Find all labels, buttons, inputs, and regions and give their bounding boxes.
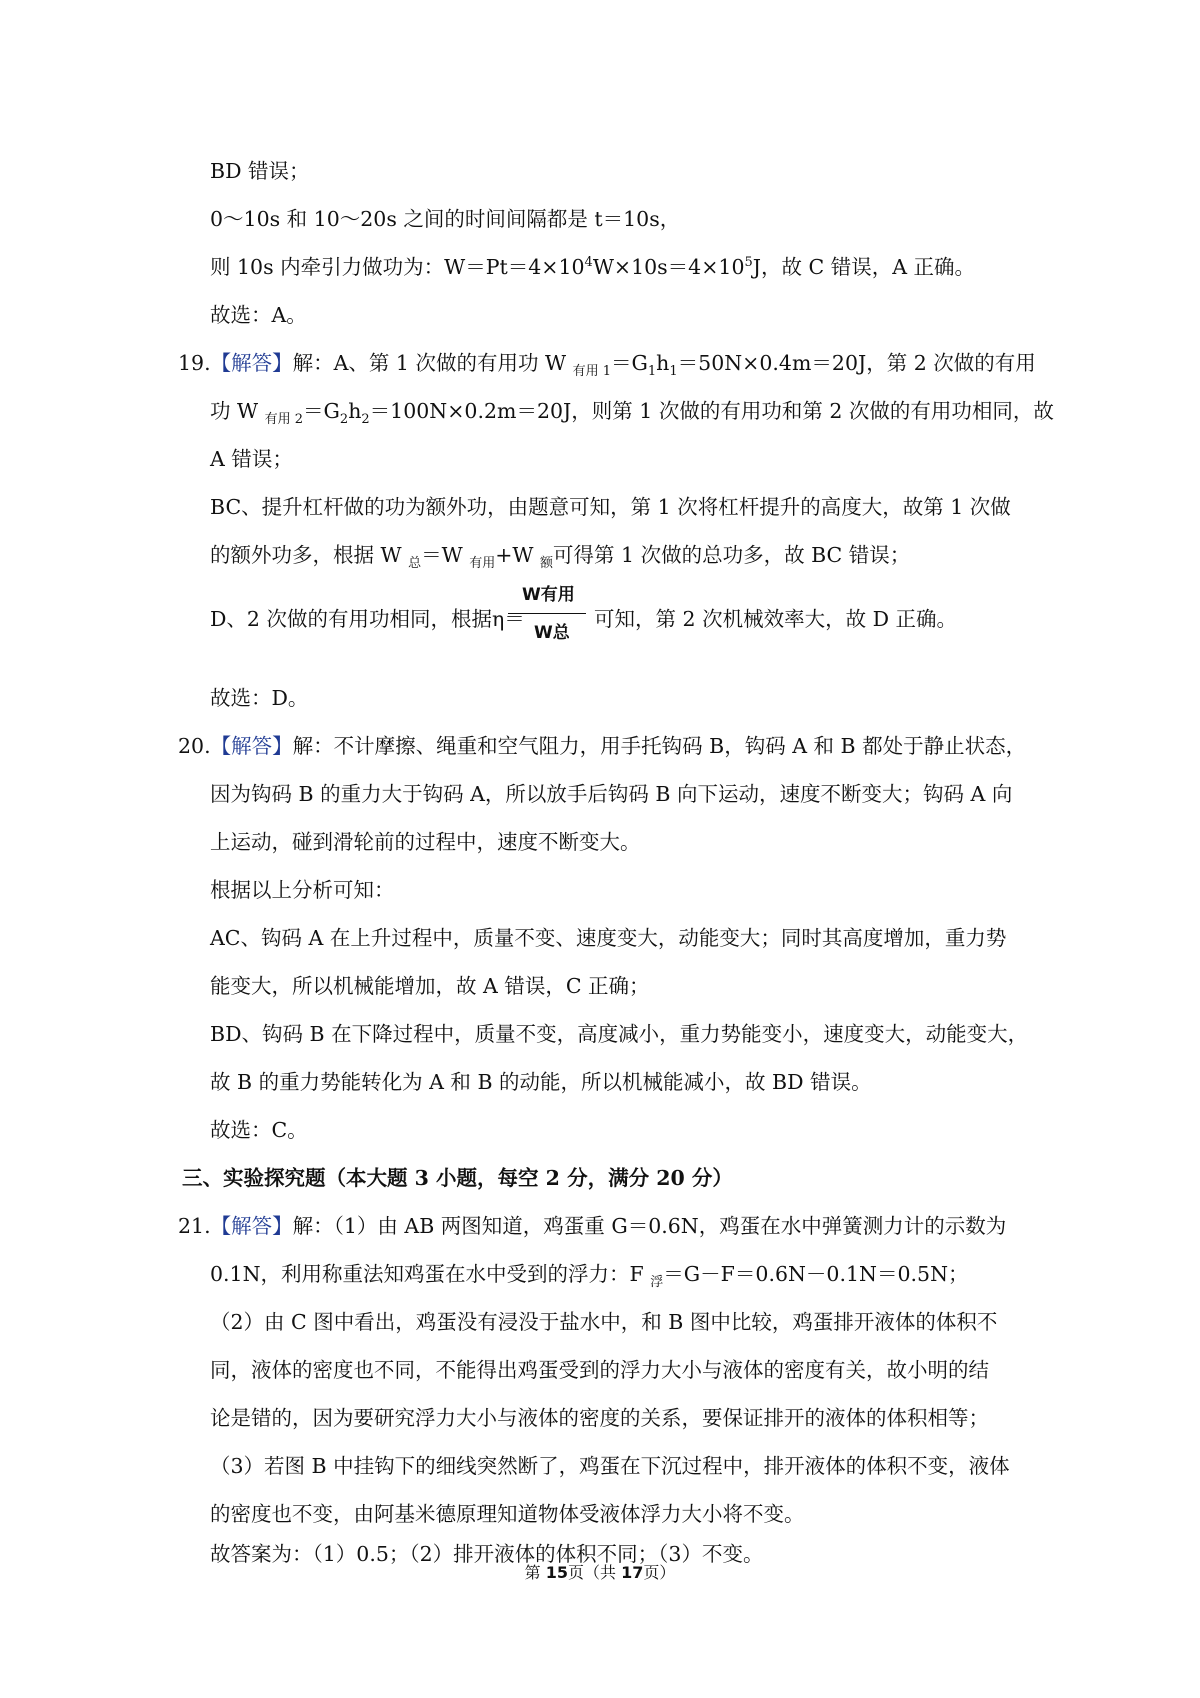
text-line: 则 10s 内牵引力做功为：$W=Pt=4\times 10^4W\times 10s=4\times 10^5J$，故 C 错误，A 正确。: [210, 255, 976, 279]
question-21: 21.【解答】解：（1）由 AB 两图知道，鸡蛋重 G＝0.6N，鸡蛋在水中弹簧测力计的示数为: [178, 1214, 1007, 1238]
text-line: D、2 次做的有用功相同，根据η＝: [210, 607, 525, 631]
answer-tag: 【解答】: [210, 351, 293, 375]
text-line: 因为钩码 B 的重力大于钩码 A，所以放手后钩码 B 向下运动，速度不断变大；钩码 A 向: [210, 782, 1013, 806]
text-line: 功 W $_{有用 2}=G_2h_2=100N\times 0.2m=20J$，则第 1 次做的有用功和第 2 次做的有用功相同，故: [210, 399, 1054, 428]
text-line: 可知，第 2 次机械效率大，故 D 正确。: [594, 607, 958, 631]
text-line: 故选：C。: [210, 1118, 308, 1142]
question-number: 20.: [178, 734, 211, 758]
text-line: BC、提升杠杆做的功为额外功，由题意可知，第 1 次将杠杆提升的高度大，故第 1 次做: [210, 495, 1011, 519]
question-number: 21.: [178, 1214, 211, 1238]
text-line: 根据以上分析可知：: [210, 878, 395, 902]
text-line: 上运动，碰到滑轮前的过程中，速度不断变大。: [210, 830, 641, 854]
fraction-numerator: W有用: [522, 585, 575, 605]
efficiency-fraction: [508, 580, 588, 652]
page-footer: 第 15页（共 17页）: [524, 1563, 676, 1582]
text-line: BD 错误；: [210, 159, 310, 183]
text-line: 故选：D。: [210, 686, 309, 710]
text-line: 故 B 的重力势能转化为 A 和 B 的动能，所以机械能减小，故 BD 错误。: [210, 1070, 872, 1094]
section-heading: 三、实验探究题（本大题 3 小题，每空 2 分，满分 20 分）: [182, 1166, 733, 1190]
text-line: AC、钩码 A 在上升过程中，质量不变、速度变大，动能变大；同时其高度增加，重力势: [210, 926, 1007, 950]
text-line: BD、钩码 B 在下降过程中，质量不变，高度减小，重力势能变小，速度变大，动能变大，: [210, 1022, 1029, 1046]
text-line: 论是错的，因为要研究浮力大小与液体的密度的关系，要保证排开的液体的体积相等；: [210, 1406, 989, 1430]
text-line: 0.1N，利用称重法知鸡蛋在水中受到的浮力：F $_浮$＝G－F＝0.6N－0.1N＝0.5N；: [210, 1262, 969, 1291]
text-line: A 错误；: [210, 447, 293, 471]
text-line: 同，液体的密度也不同，不能得出鸡蛋受到的浮力大小与液体的密度有关，故小明的结: [210, 1358, 989, 1382]
text-line: （3）若图 B 中挂钩下的细线突然断了，鸡蛋在下沉过程中，排开液体的体积不变，液体: [210, 1454, 1010, 1478]
page-total: 17: [621, 1563, 644, 1582]
answer-tag: 【解答】: [210, 734, 293, 758]
question-19: 19.【解答】解：A、第 1 次做的有用功 W $_{有用 1}=G_1h_1=50N\times 0.4m=20J$，第 2 次做的有用: [178, 351, 1036, 380]
text-line: 的密度也不变，由阿基米德原理知道物体受液体浮力大小将不变。: [210, 1502, 805, 1526]
text-line: 故答案为：（1）0.5；（2）排开液体的体积不同；（3）不变。: [210, 1542, 764, 1566]
text-line: 故选：A。: [210, 303, 307, 327]
fraction-bar: [508, 613, 586, 614]
question-20: 20.【解答】解：不计摩擦、绳重和空气阻力，用手托钩码 B，钩码 A 和 B 都处于静止状态，: [178, 734, 1027, 758]
fraction-denominator: W总: [534, 623, 570, 643]
question-number: 19.: [178, 351, 211, 375]
answer-tag: 【解答】: [210, 1214, 293, 1238]
text-line: 0～10s 和 10～20s 之间的时间间隔都是 t＝10s，: [210, 207, 681, 231]
text-line: 的额外功多，根据 W $_总$＝W $_{有用}$+W $_额$可得第 1 次做的总功多，故 BC 错误；: [210, 543, 911, 572]
text-line: （2）由 C 图中看出，鸡蛋没有浸没于盐水中，和 B 图中比较，鸡蛋排开液体的体积不: [210, 1310, 998, 1334]
page-number: 15: [545, 1563, 568, 1582]
text-line: 能变大，所以机械能增加，故 A 错误，C 正确；: [210, 974, 650, 998]
